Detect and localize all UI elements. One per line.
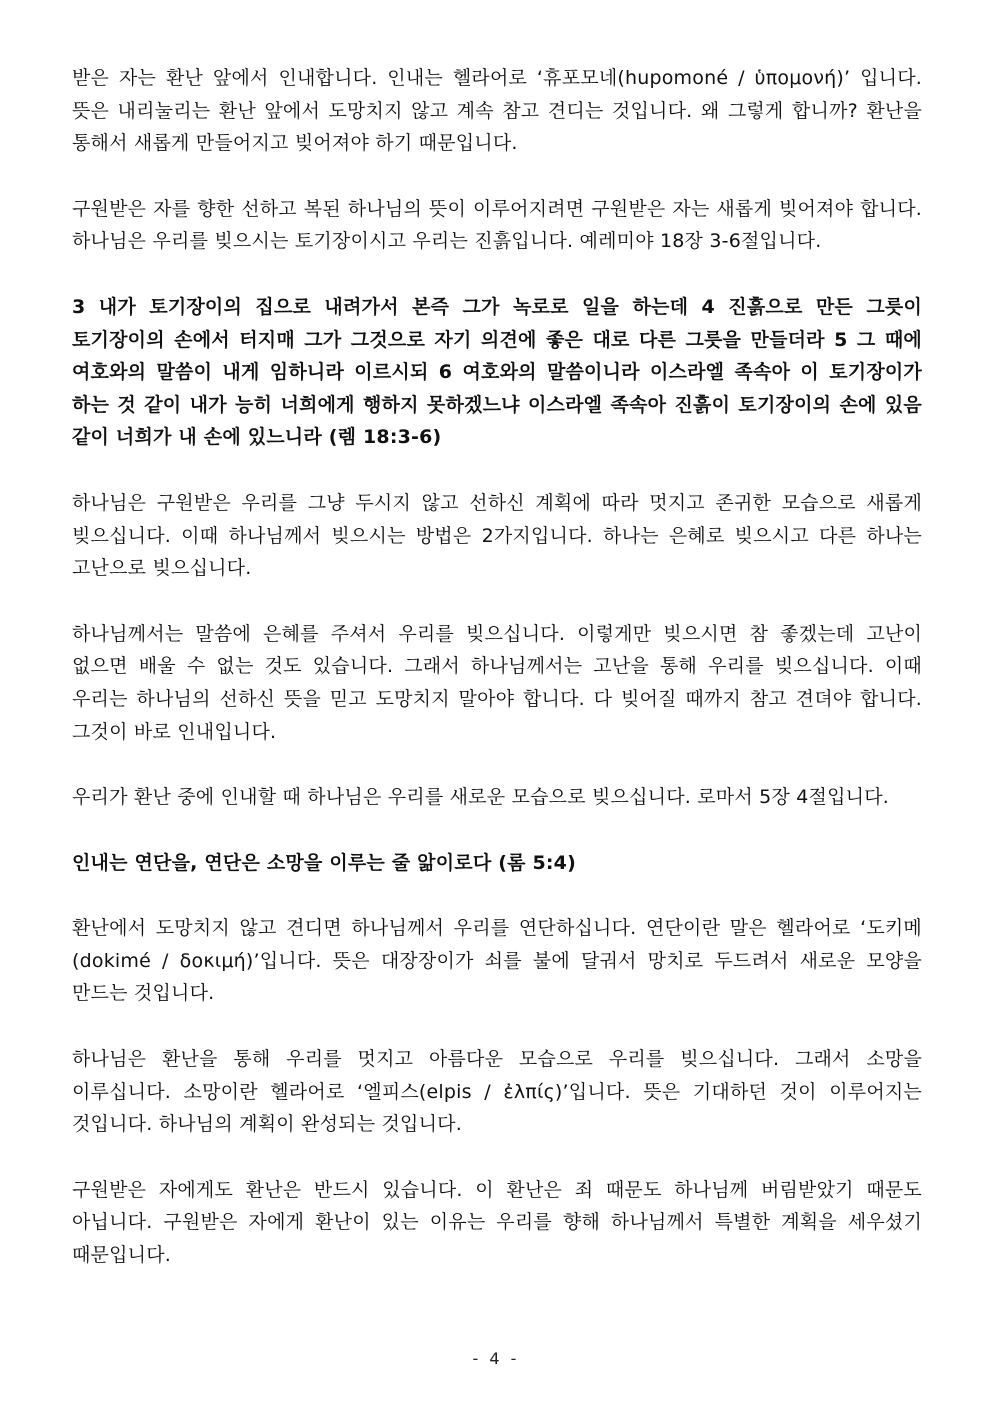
paragraph: 하나님께서는 말씀에 은혜를 주셔서 우리를 빚으십니다. 이렇게만 빚으시면 참 좋겠는데 고난이 없으면 배울 수 없는 것도 있습니다. 그래서 하나님께서는 고난을 통해 우리를 빚으십니다. 이때 우리는 하나님의 선하신 뜻을 믿고 도망치지 말아야 합니다. 다 빚어질 때까지 참고 견뎌야 합니다. 그것이 바로 인내입니다. (72, 622, 922, 743)
paragraph: 하나님은 구원받은 우리를 그냥 두시지 않고 선하신 계획에 따라 멋지고 존귀한 모습으로 새롭게 빚으십니다. 이때 하나님께서 빚으시는 방법은 2가지입니다. 하나는 은혜로 빚으시고 다른 하나는 고난으로 빚으십니다. (72, 491, 922, 580)
paragraph: 하나님은 환난을 통해 우리를 멋지고 아름다운 모습으로 우리를 빚으십니다. 그래서 소망을 이루십니다. 소망이란 헬라어로 ‘엘피스(elpis / ἐλπίς)’입니다. 뜻은 기대하던 것이 이루어지는 것입니다. 하나님의 계획이 완성되는 것입니다. (72, 1048, 922, 1136)
paragraph: 받은 자는 환난 앞에서 인내합니다. 인내는 헬라어로 ‘휴포모네(hupomoné / ὑπομονή)’ 입니다. 뜻은 내리눌리는 환난 앞에서 도망치지 않고 계속 참고 견디는 것입니다. 왜 그렇게 합니까? 환난을 통해서 새롭게 만들어지고 빚어져야 하기 때문입니다. (72, 67, 922, 155)
document-body (72, 62, 922, 1305)
paragraph: 구원받은 자에게도 환난은 반드시 있습니다. 이 환난은 죄 때문도 하나님께 버림받았기 때문도 아닙니다. 구원받은 자에게 환난이 있는 이유는 우리를 향해 하나님께서 특별한 계획을 세우셨기 때문입니다. (72, 1178, 922, 1267)
page-number: - 4 - (472, 1349, 520, 1368)
scripture-quote: 인내는 연단을, 연단은 소망을 이루는 줄 앎이로다 (롬 5:4) (72, 851, 576, 874)
scripture-quote: 3 내가 토기장이의 집으로 내려가서 본즉 그가 녹로로 일을 하는데 4 진흙으로 만든 그릇이 토기장이의 손에서 터지매 그가 그것으로 자기 의견에 좋은 대로 다른 그릇을 만들더라 5 그 때에 여호와의 말씀이 내게 임하니라 이르시되 6 여호와의 말씀이니라 이스라엘 족속아 이 토기장이가 하는 것 같이 내가 능히 너희에게 행하지 못하겠느냐 이스라엘 족속아 진흙이 토기장이의 손에 있음 같이 너희가 내 손에 있느니라 (렘 18:3-6) (72, 295, 922, 449)
paragraph: 환난에서 도망치지 않고 견디면 하나님께서 우리를 연단하십니다. 연단이란 말은 헬라어로 ‘도키메(dokimé / δοκιμή)’입니다. 뜻은 대장장이가 쇠를 불에 달궈서 망치로 두드려서 새로운 모양을 만드는 것입니다. (72, 917, 922, 1005)
paragraph: 우리가 환난 중에 인내할 때 하나님은 우리를 새로운 모습으로 빚으십니다. 로마서 5장 4절입니다. (72, 786, 889, 809)
paragraph: 구원받은 자를 향한 선하고 복된 하나님의 뜻이 이루어지려면 구원받은 자는 새롭게 빚어져야 합니다. 하나님은 우리를 빚으시는 토기장이시고 우리는 진흙입니다. 예레미야 18장 3-6절입니다. (72, 197, 922, 253)
